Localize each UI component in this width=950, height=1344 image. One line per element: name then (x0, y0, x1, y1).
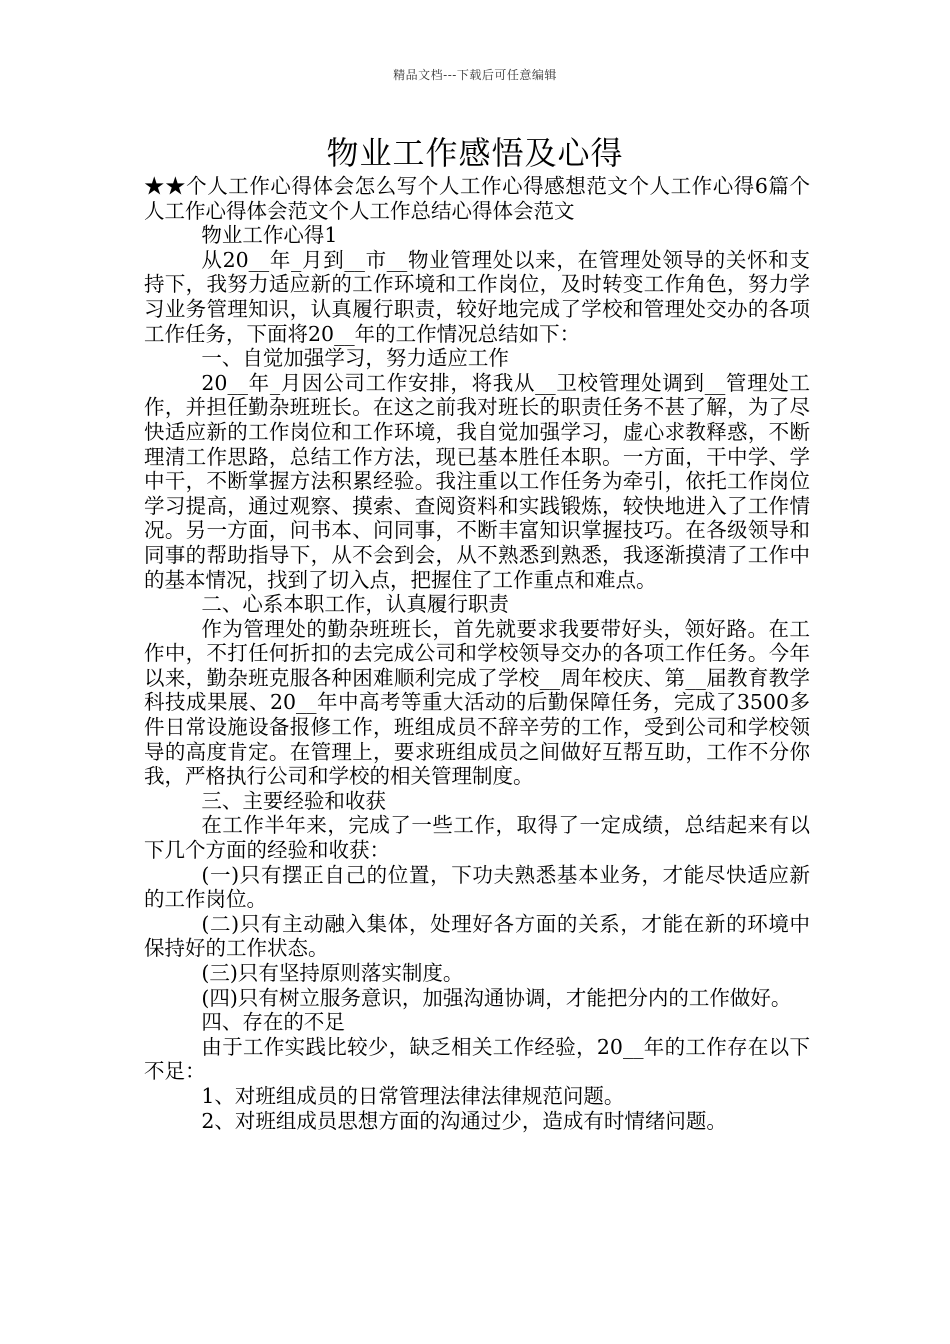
list-item: (二)只有主动融入集体，处理好各方面的关系，才能在新的环境中保持好的工作状态。 (144, 911, 810, 961)
subtitle-paragraph: 物业工作心得1 (201, 223, 338, 248)
list-item: (三)只有坚持原则落实制度。 (201, 961, 464, 985)
list-item: 2、对班组成员思想方面的沟通过少，造成有时情绪问题。 (201, 1108, 727, 1133)
document-body (144, 174, 810, 1133)
body-paragraph: 20__年_月因公司工作安排，将我从__卫校管理处调到__管理处工作，并担任勤杂班班长。在这之前我对班长的职责任务不甚了解，为了尽快适应新的工作岗位和工作环境，我自觉加强学习，虚心求教释惑，不断理清工作思路，总结工作方法，现已基本胜任本职。一方面，干中学、学中干，不断掌握方法积累经验。我注重以工作任务为牵引，依托工作岗位学习提高，通过观察、摸索、查阅资料和实践锻炼，较快地进入了工作情况。另一方面，问书本、问同事，不断丰富知识掌握技巧。在各级领导和同事的帮助指导下，从不会到会，从不熟悉到熟悉，我逐渐摸清了工作中的基本情况，找到了切入点，把握住了工作重点和难点。 (144, 370, 810, 592)
section-heading: 四、存在的不足 (201, 1010, 345, 1035)
list-item: 1、对班组成员的日常管理法律法律规范问题。 (201, 1083, 625, 1108)
section-heading: 二、心系本职工作，认真履行职责 (201, 592, 509, 617)
section-heading: 三、主要经验和收获 (201, 788, 386, 813)
body-paragraph: 从20__年_月到__市__物业管理处以来，在管理处领导的关怀和支持下，我努力适应新的工作环境和工作岗位，及时转变工作角色，努力学习业务管理知识，认真履行职责，较好地完成了学校和管理处交办的各项工作任务，下面将20__年的工作情况总结如下： (144, 247, 810, 346)
body-paragraph: 作为管理处的勤杂班班长，首先就要求我要带好头，领好路。在工作中，不打任何折扣的去完成公司和学校领导交办的各项工作任务。今年以来，勤杂班克服各种困难顺利完成了学校__周年校庆、第__届教育教学科技成果展、20__年中高考等重大活动的后勤保障任务，完成了3500多件日常设施设备报修工作，班组成员不辞辛劳的工作，受到公司和学校领导的高度肯定。在管理上，要求班组成员之间做好互帮互助，工作不分你我，严格执行公司和学校的相关管理制度。 (144, 616, 810, 789)
document-title: 物业工作感悟及心得 (326, 134, 624, 172)
section-heading: 一、自觉加强学习，努力适应工作 (201, 346, 509, 371)
list-item: (四)只有树立服务意识，加强沟通协调，才能把分内的工作做好。 (201, 985, 792, 1010)
list-item: (一)只有摆正自己的位置，下功夫熟悉基本业务，才能尽快适应新的工作岗位。 (144, 862, 810, 912)
header-note: 精品文档---下载后可任意编辑 (393, 68, 557, 82)
body-paragraph: 在工作半年来，完成了一些工作，取得了一定成绩，总结起来有以下几个方面的经验和收获： (144, 813, 810, 863)
intro-paragraph: ★★个人工作心得体会怎么写个人工作心得感想范文个人工作心得6篇个人工作心得体会范文个人工作总结心得体会范文 (144, 174, 810, 223)
body-paragraph: 由于工作实践比较少，缺乏相关工作经验，20__年的工作存在以下不足： (144, 1034, 810, 1084)
